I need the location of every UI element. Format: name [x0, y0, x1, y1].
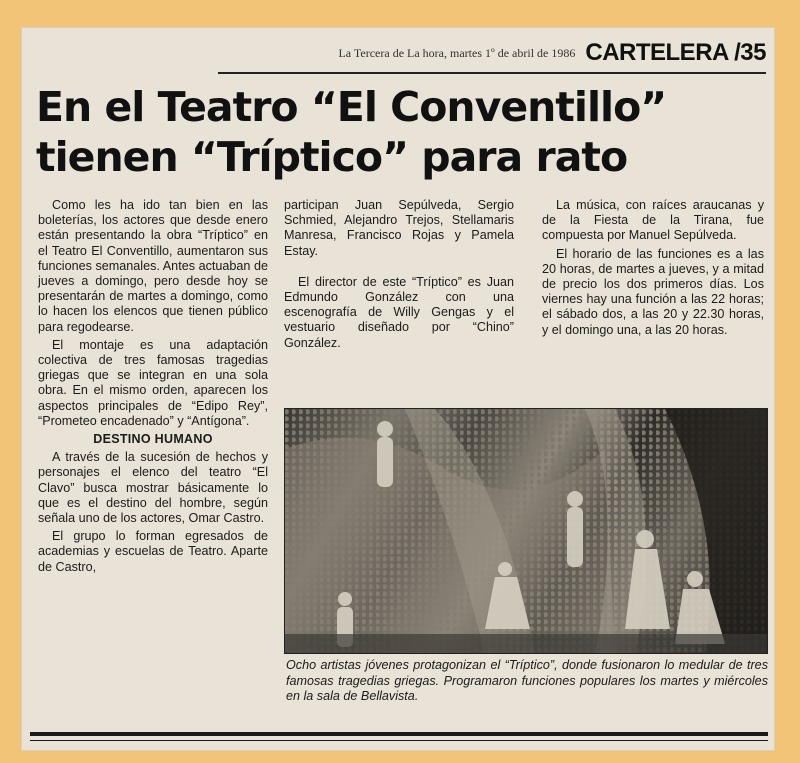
- paragraph: El director de este “Tríptico” es Juan Edmundo González con una escenografía de Willy Gengas y el vestuario diseñado por “Chino” González.: [284, 274, 514, 350]
- bottom-rule-thin: [30, 740, 768, 741]
- photo-caption: Ocho artistas jóvenes protagonizan el “Tríptico”, donde fusionaron lo medular de tres famosas tragedias griegas. Programaron funciones populares los martes y miércoles en la sala de Bellavista.: [286, 658, 768, 704]
- issue-dateline: La Tercera de La hora, martes 1º de abril de 1986: [338, 45, 576, 60]
- bottom-rule: [30, 732, 768, 736]
- paragraph: La música, con raíces araucanas y de la Fiesta de la Tirana, fue compuesta por Manuel Sepúlveda.: [542, 198, 764, 243]
- article-column-1: [38, 198, 268, 578]
- paragraph: A través de la sucesión de hechos y personajes el elenco del teatro “El Clavo” busca mostrar básicamente lo que es el destino del hombre, según señala uno de los actores, Omar Castro.: [38, 450, 268, 526]
- masthead-rule: [218, 72, 766, 74]
- headline-line-2: tienen “Tríptico” para rato: [36, 133, 628, 181]
- newspaper-clipping: [22, 28, 774, 750]
- masthead: [218, 36, 766, 70]
- article-column-2: [284, 198, 514, 354]
- paragraph: El grupo lo forman egresados de academias y escuelas de Teatro. Aparte de Castro,: [38, 529, 268, 574]
- headline-line-1: En el Teatro “El Conventillo”: [36, 83, 667, 131]
- subheading: DESTINO HUMANO: [93, 432, 213, 447]
- stage-photo: [284, 408, 768, 654]
- paragraph: participan Juan Sepúlveda, Sergio Schmied, Alejandro Trejos, Stellamaris Manresa, Francisco Rojas y Pamela Estay.: [284, 198, 514, 258]
- paragraph: El horario de las funciones es a las 20 horas, de martes a jueves, y a mitad de precio los dos primeros días. Los viernes hay una función a las 22 horas; el sábado dos, a las 20 y 22.30 horas, y el domingo una, a las 20 horas.: [542, 246, 764, 337]
- section-page-label: CARTELERA /35: [585, 39, 766, 66]
- paragraph: Como les ha ido tan bien en las boleterías, los actores que desde enero están presentando la obra “Tríptico” en el Teatro El Conventillo, aumentaron sus funciones semanales. Antes actuaban de jueves a domingo, pero desde hoy se presentarán de martes a domingo, como lo hacen los elencos que tienen público para regodearse.: [38, 198, 268, 334]
- photo-illustration: [285, 409, 768, 654]
- paragraph: El montaje es una adaptación colectiva de tres famosas tragedias griegas que se integran en una sola obra. En el mismo orden, aparecen los aspectos principales de “Edipo Rey”, “Prometeo encadenado” y “Antígona”.: [38, 337, 268, 428]
- headline: [36, 82, 766, 182]
- article-column-3: [542, 198, 764, 341]
